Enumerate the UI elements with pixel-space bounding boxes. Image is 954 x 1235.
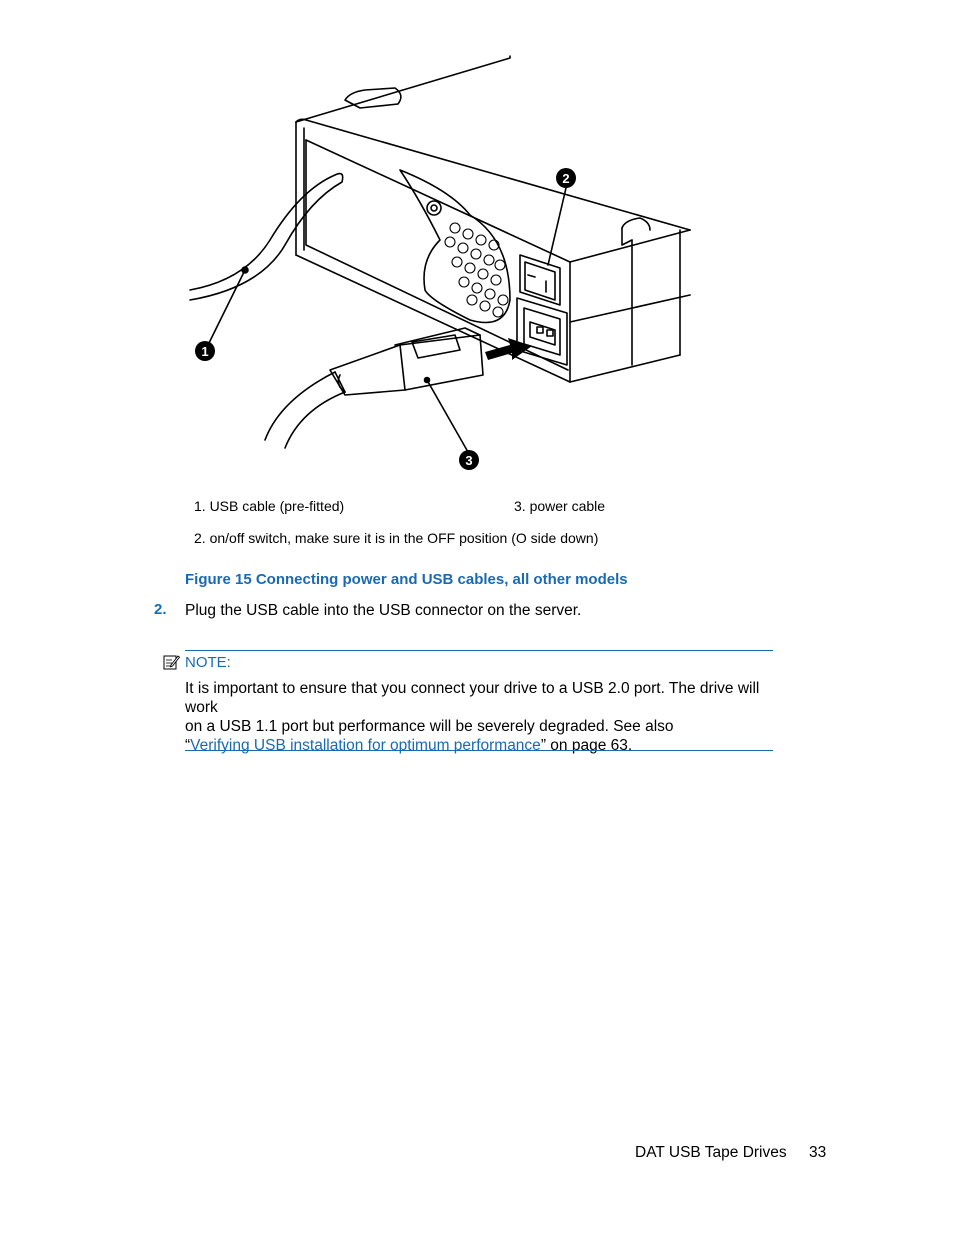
note-open-quote: “ bbox=[185, 737, 191, 754]
tape-drive-rear-illustration bbox=[185, 50, 700, 480]
note-body bbox=[185, 679, 785, 755]
legend-item-on-off-switch: 2. on/off switch, make sure it is in the OFF position (O side down) bbox=[194, 530, 599, 546]
legend-item-usb-cable: 1. USB cable (pre-fitted) bbox=[194, 498, 345, 514]
callout-marker-3-label: 3 bbox=[465, 453, 473, 468]
note-line-2: on a USB 1.1 port but performance will be severely degraded. See also bbox=[185, 718, 674, 735]
note-line-1: It is important to ensure that you connect your drive to a USB 2.0 port. The drive will work bbox=[185, 680, 760, 716]
verifying-usb-installation-link[interactable]: Verifying USB installation for optimum performance bbox=[190, 737, 541, 754]
footer-title: DAT USB Tape Drives bbox=[635, 1144, 787, 1161]
note-line-3 bbox=[185, 736, 785, 755]
note-label: NOTE: bbox=[185, 654, 231, 671]
callout-marker-2 bbox=[556, 168, 576, 188]
note-bottom-rule bbox=[185, 750, 773, 751]
step-text: Plug the USB cable into the USB connector on the server. bbox=[185, 602, 582, 619]
callout-marker-1 bbox=[195, 341, 215, 361]
note-top-rule bbox=[185, 650, 773, 651]
step-number: 2. bbox=[154, 601, 167, 618]
page-number: 33 bbox=[809, 1144, 827, 1161]
callout-marker-3 bbox=[459, 450, 479, 470]
note-pencil-icon bbox=[163, 654, 180, 670]
legend-item-power-cable: 3. power cable bbox=[514, 498, 606, 514]
note-page-reference: ” on page 63. bbox=[540, 737, 633, 754]
callout-marker-1-label: 1 bbox=[201, 344, 209, 359]
callout-marker-2-label: 2 bbox=[562, 171, 570, 186]
figure-caption: Figure 15 Connecting power and USB cables, all other models bbox=[185, 571, 628, 588]
